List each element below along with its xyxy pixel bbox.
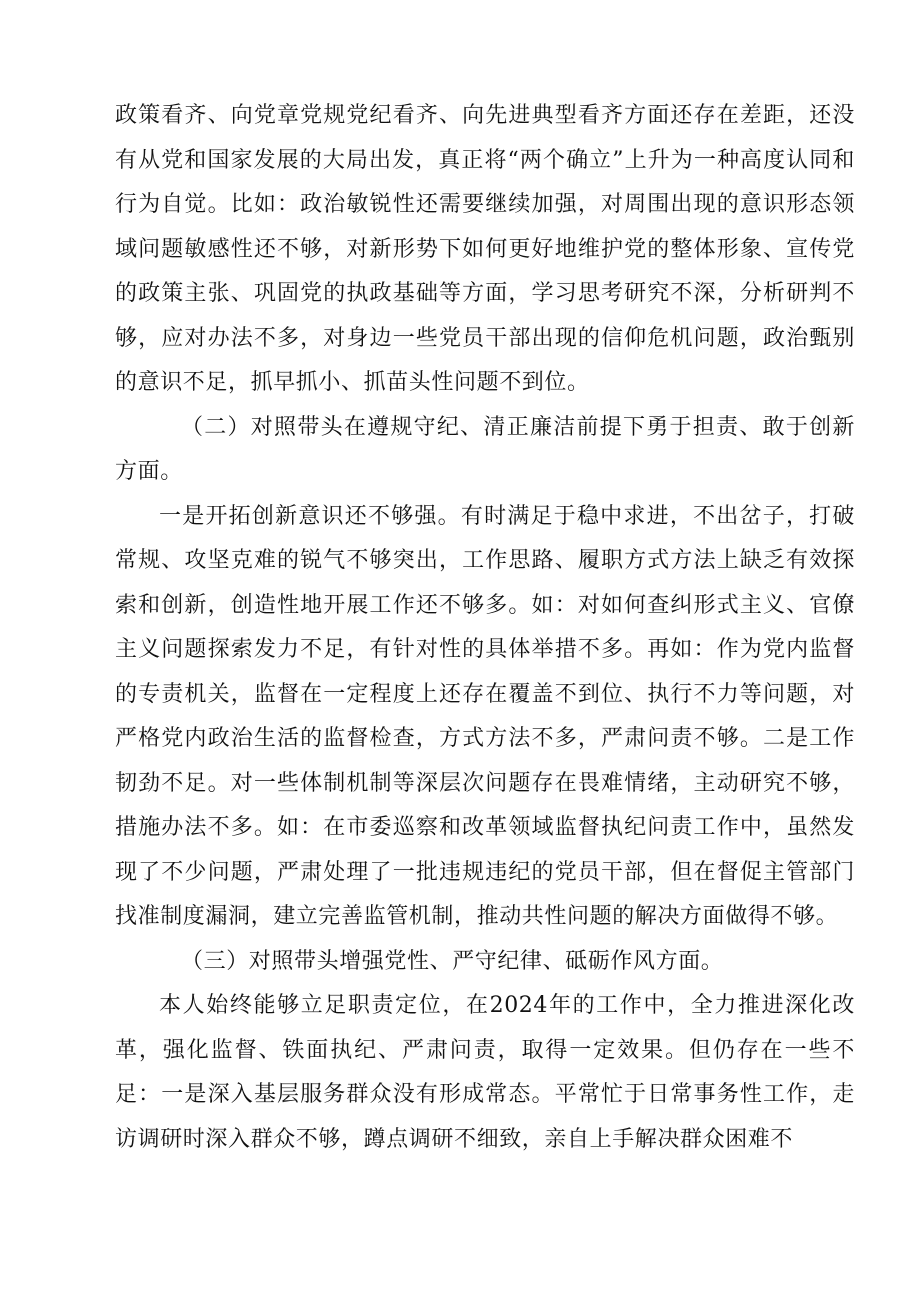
section-heading-2: （二）对照带头在遵规守纪、清正廉洁前提下勇于担责、敢于创新方面。 (115, 414, 855, 484)
paragraph-work-style: 本人始终能够立足职责定位，在2024年的工作中，全力推进深化改革，强化监督、铁面执纪、严肃问责，取得一定效果。但仍存在一些不足：一是深入基层服务群众没有形成常态。平常忙于日常事务性工作，走访调研时深入群众不够，蹲点调研不细致，亲自上手解决群众困难不 (115, 993, 855, 1152)
paragraph-innovation: 一是开拓创新意识还不够强。有时满足于稳中求进，不出岔子，打破常规、攻坚克难的锐气不够突出，工作思路、履职方式方法上缺乏有效探索和创新，创造性地开展工作还不够多。如：对如何查纠形式主义、官僚主义问题探索发力不足，有针对性的具体举措不多。再如：作为党内监督的专责机关，监督在一定程度上还存在覆盖不到位、执行不力等问题，对严格党内政治生活的监督检查，方式方法不多，严肃问责不够。二是工作韧劲不足。对一些体制机制等深层次问题存在畏难情绪，主动研究不够，措施办法不多。如：在市委巡察和改革领域监督执纪问责工作中，虽然发现了不少问题，严肃处理了一批违规违纪的党员干部，但在督促主管部门找准制度漏洞，建立完善监管机制，推动共性问题的解决方面做得不够。 (115, 503, 855, 929)
document-page (115, 94, 855, 1162)
section-heading-3: （三）对照带头增强党性、严守纪律、砥砺作风方面。 (181, 948, 724, 974)
paragraph-continuation: 政策看齐、向党章党规党纪看齐、向先进典型看齐方面还存在差距，还没有从党和国家发展的大局出发，真正将“两个确立”上升为一种高度认同和行为自觉。比如：政治敏锐性还需要继续加强，对周围出现的意识形态领域问题敏感性还不够，对新形势下如何更好地维护党的整体形象、宣传党的政策主张、巩固党的执政基础等方面，学习思考研究不深，分析研判不够，应对办法不多，对身边一些党员干部出现的信仰危机问题，政治甄别的意识不足，抓早抓小、抓苗头性问题不到位。 (115, 103, 855, 395)
